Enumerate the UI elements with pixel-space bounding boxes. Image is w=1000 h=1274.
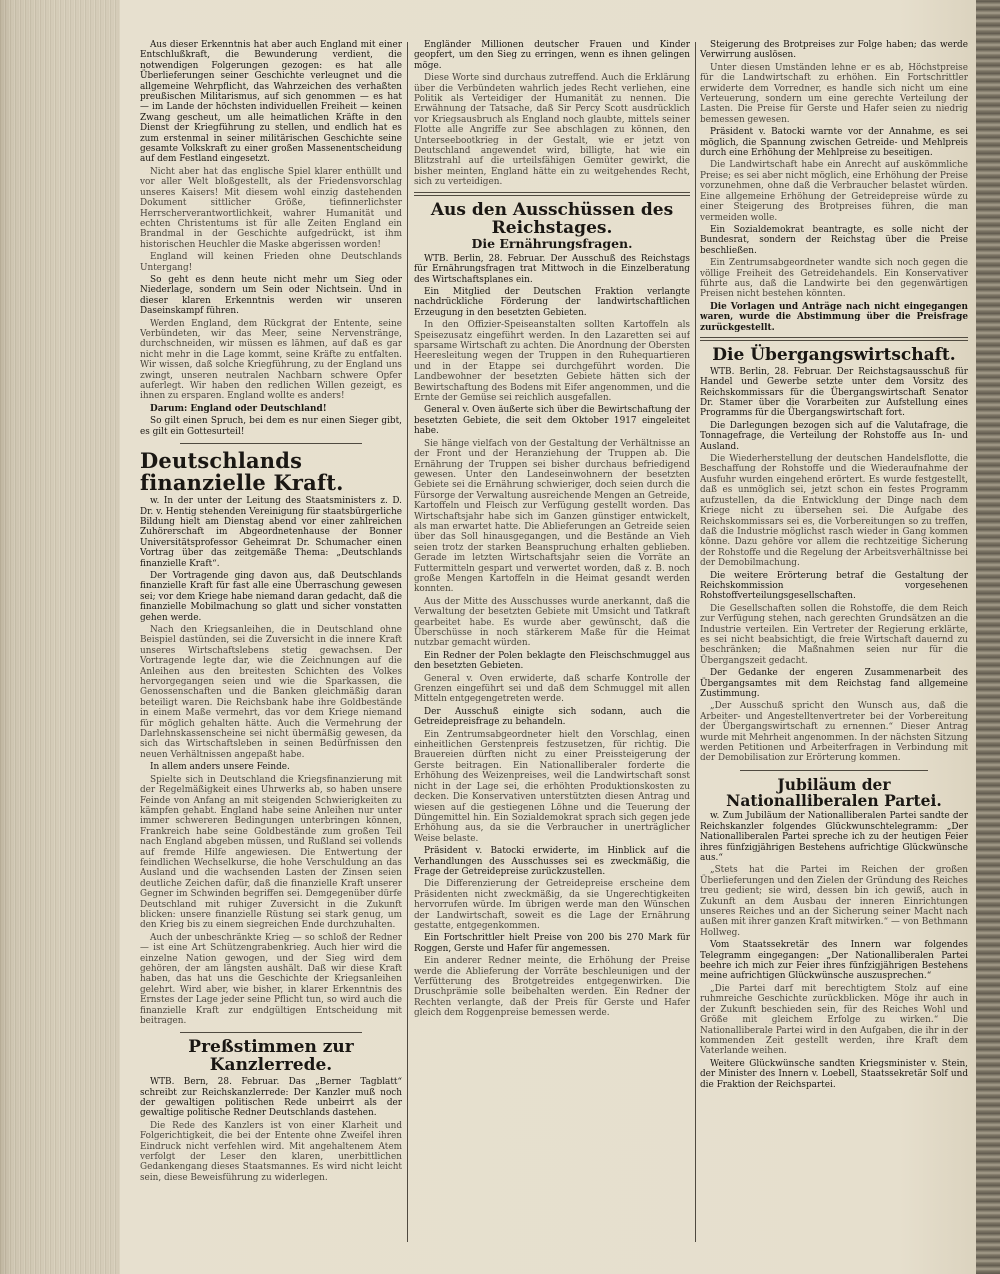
double-rule bbox=[414, 192, 690, 196]
article-title: Jubiläum der Nationalliberalen Partei. bbox=[726, 774, 942, 811]
paragraph: Ein Mitglied der Deutschen Fraktion verlangte nachdrückliche Förderung der landwirtschaftlichen Erzeugung in den besetzten Gebieten. bbox=[414, 287, 690, 318]
column-rule bbox=[695, 42, 696, 1242]
paragraph: Ein Zentrumsabgeordneter hielt den Vorschlag, einen einheitlichen Gerstenpreis festzusetzen, für richtig. Die Brauereien dürften nicht zu einer Preissteigerung der Gerste beitragen. Ein Nationalliberaler forderte die Erhöhung des Weizenpreises, weil die Landwirtschaft sonst nicht in der Lage sei, die erhöhten Produktionskosten zu decken. Die Konservativen unterstützten diesen Antrag und wiesen auf die gestiegenen Löhne und die Teuerung der Düngemittel hin. Ein Sozialdemokrat sprach sich gegen jede Erhöhung aus, da sie die Verbraucher in unerträglicher Weise belaste. bbox=[414, 729, 690, 844]
paragraph: In den Offizier-Speiseanstalten sollten Kartoffeln als Speisezusatz eingeführt werden. In den Lazaretten sei auf sparsame Wirtschaft zu achten. Die Anordnung der Obersten Heeresleitung wegen der Truppen in den Ruhequartieren und in der Etappe sei durchgeführt worden. Die Landbewohner der besetzten Gebiete hätten sich der Bewirtschaftung des Bodens mit Eifer angenommen, und die Ernte der Gemüse sei reichlich ausgefallen. bbox=[414, 320, 690, 404]
paragraph: Spielte sich in Deutschland die Kriegsfinanzierung mit der Regelmäßigkeit eines Uhrwerks ab, so haben unsere Feinde von Anfang an mit steigenden Schwierigkeiten zu kämpfen gehabt. England habe seine Anleihen nur unter immer schwereren Bedingungen unterbringen können, Frankreich habe seine Goldbestände zum großen Teil nach England abgeben müssen, und Rußland sei vollends auf fremde Hilfe angewiesen. Die Entwertung der feindlichen Wechselkurse, die hohe Verschuldung an das Ausland und die wachsenden Lasten der Zinsen seien deutliche Zeichen dafür, daß die finanzielle Kraft unserer Gegner im Schwinden begriffen sei. Demgegenüber dürfe Deutschland mit ruhiger Zuversicht in die Zukunft blicken: unsere finanzielle Rüstung sei stark genug, um den Krieg bis zu einem siegreichen Ende durchzuhalten. bbox=[140, 774, 402, 931]
paragraph: w. Zum Jubiläum der Nationalliberalen Partei sandte der Reichskanzler folgendes Glückwunschtelegramm: „Der Nationalliberalen Partei spreche ich zu der heutigen Feier ihres fünfzigjährigen Bestehens aufrichtige Glückwünsche aus.“ bbox=[700, 811, 968, 863]
paragraph: So gilt einen Spruch, bei dem es nur einen Sieger gibt, es gilt ein Gottesurteil! bbox=[140, 416, 402, 437]
paragraph: Die weitere Erörterung betraf die Gestaltung der Reichskommission vorgesehenen Rohstoffverteilungsgesellschaften. bbox=[700, 570, 968, 602]
paragraph: Präsident v. Batocki erwiderte, im Hinblick auf die Verhandlungen des Ausschusses sei es zweckmäßig, die Frage der Getreidepreise zurückzustellen. bbox=[414, 846, 690, 877]
book-gutter bbox=[0, 0, 120, 1274]
paragraph: Diese Worte sind durchaus zutreffend. Auch die Erklärung über die Verbündeten wahrlich jedes Recht verliehen, eine Politik als Verteidiger der Humanität zu nennen. Die Erwähnung der Tatsache, daß Sir Percy Scott ausdrücklich vor Kriegsausbruch als England noch glaubte, mittels seiner Flotte alle Angriffe zur See abschlagen zu können, den Unterseebootkrieg in der Gestalt, wie er jetzt von Deutschland angewendet wird, billigte, hat wie ein Blitzstrahl auf die urteilsfähigen Gemüter gewirkt, die bisher meinten, England hätte ein zu weitgehendes Recht, sich zu verteidigen. bbox=[414, 73, 690, 188]
paragraph: Ein Fortschrittler hielt Preise von 200 bis 270 Mark für Roggen, Gerste und Hafer für angemessen. bbox=[414, 933, 690, 954]
paragraph: Der Ausschuß einigte sich sodann, auch die Getreidepreisfrage zu behandeln. bbox=[414, 706, 690, 728]
paragraph: Die Gesellschaften sollen die Rohstoffe, die dem Reich zur Verfügung stehen, nach gerechten Grundsätzen an die Industrie verteilen. Ein Vertreter der Regierung erklärte, es sei nicht beabsichtigt, die freie Wirtschaft dauernd zu beschränken; die Maßnahmen seien nur für die Übergangszeit gedacht. bbox=[700, 603, 968, 666]
paragraph: Die Wiederherstellung der deutschen Handelsflotte, die Beschaffung der Rohstoffe und die Wiederaufnahme der Ausfuhr wurden eingehend erörtert. Es wurde festgestellt, daß es unmöglich sei, jetzt schon ein festes Programm aufzustellen, da die Entwicklung der Dinge nach dem Kriege nicht zu übersehen sei. Die Aufgabe des Reichskommissars sei es, die Vorbereitungen so zu treffen, daß die Industrie möglichst rasch wieder in Gang kommen könne. Dazu gehöre vor allem die rechtzeitige Sicherung der Rohstoffe und die Regelung der Arbeitsverhältnisse bei der Demobilmachung. bbox=[700, 454, 968, 569]
paragraph: Nicht aber hat das englische Spiel klarer enthüllt und vor aller Welt bloßgestellt, als der Friedensvorschlag unseres Kaisers! Mit diesem wohl einzig dastehenden Dokument sittlicher Größe, tiefinnerlichster Herrscherverantwortlichkeit, wahrer Humanität und echten Christentums ist für alle Zeiten England ein Brandmal in der Geschichte aufgedrückt, ist ihm historischen Heuchler die Maske abgerissen worden! bbox=[140, 166, 402, 250]
paragraph: Der Vortragende ging davon aus, daß Deutschlands finanzielle Kraft für fast alle eine Überraschung gewesen sei; vor dem Kriege habe niemand daran gedacht, daß die finanzielle Mobilmachung so glatt und sicher vonstatten gehen werde. bbox=[140, 570, 402, 623]
column-2 bbox=[414, 40, 690, 1258]
section-title: Aus den Ausschüssen des Reichstages. bbox=[430, 199, 674, 238]
paragraph: Sie hänge vielfach von der Gestaltung der Verhältnisse an der Front und der Heranziehung der Truppen ab. Die Ernährung der Truppen sei bisher durchaus befriedigend gewesen. Unter den Landeseinwohnern der besetzten Gebiete sei die Ernährung schwieriger, doch seien durch die Fürsorge der Verwaltung ausreichende Mengen an Getreide, Kartoffeln und Fleisch zur Verfügung gestellt worden. Das Wirtschaftsjahr habe sich im Ganzen günstiger entwickelt, als man erwartet hatte. Die Ablieferungen an Getreide seien über das Soll hinausgegangen, und die Bestände an Vieh seien trotz der starken Beanspruchung erhalten geblieben. Gerade im letzten Wirtschaftsjahr seien die Vorräte an Futtermitteln gespart und verwertet worden, daß z. B. noch große Mengen Kartoffeln in die Heimat gesandt werden konnten. bbox=[414, 438, 690, 595]
paragraph: England will keinen Frieden ohne Deutschlands Untergang! bbox=[140, 252, 402, 273]
paragraph: In allem anders unsere Feinde. bbox=[150, 762, 290, 773]
paragraph: Aus dieser Erkenntnis hat aber auch England mit einer Entschlußkraft, die Bewunderung verdient, die notwendigen Folgerungen gezogen: es hat alle Überlieferungen seiner Geschichte verleugnet und die allgemeine Wehrpflicht, das Wahrzeichen des verhaßten preußischen Militarismus, auf sich genommen — es hat — im Lande der höchsten individuellen Freiheit — keinen Zwang gescheut, um alle heimatlichen Kräfte in den Dienst der Kriegführung zu stellen, und endlich hat es zum erstenmal in seiner militärischen Geschichte seine gesamte Volkskraft zu einer großen Massenentscheidung auf dem Festland eingesetzt. bbox=[140, 40, 402, 165]
paragraph: So geht es denn heute nicht mehr um Sieg oder Niederlage, sondern um Sein oder Nichtsein. Und in dieser klaren Erkenntnis werden wir unseren Daseinskampf führen. bbox=[140, 274, 402, 317]
separator bbox=[740, 770, 928, 771]
section-title: Die Übergangswirtschaft. bbox=[712, 344, 956, 365]
article-title: Preßstimmen zur Kanzlerrede. bbox=[188, 1037, 354, 1076]
paragraph: Aus der Mitte des Ausschusses wurde anerkannt, daß die Verwaltung der besetzten Gebiete mit Umsicht und Tatkraft gearbeitet habe. Es wurde aber gewünscht, daß die Überschüsse in noch stärkerem Maße für die Heimat nutzbar gemacht würden. bbox=[414, 596, 690, 649]
paragraph: Die Landwirtschaft habe ein Anrecht auf auskömmliche Preise; es sei aber nicht möglich, eine Erhöhung der Preise vorzunehmen, ohne daß die Verbraucher belastet würden. Eine allgemeine Erhöhung der Getreidepreise würde zu einer Steigerung des Brotpreises führen, die man vermeiden wolle. bbox=[700, 160, 968, 223]
paragraph: Weitere Glückwünsche sandten Kriegsminister v. Stein, der Minister des Innern v. Loebell, Staatssekretär Solf und die Fraktion der Reichspartei. bbox=[700, 1058, 968, 1090]
column-1 bbox=[140, 40, 402, 1258]
separator bbox=[180, 443, 362, 444]
paragraph: „Stets hat die Partei im Reichen der großen Überlieferungen und den Zielen der Gründung des Reiches treu gedient; sie wird, dessen bin ich gewiß, auch in Zukunft an dem Ausbau der inneren Einrichtungen unseres Reiches und an der Sicherung seiner Macht nach außen mit ihrer ganzen Kraft mitwirken.“ — von Bethmann Hollweg. bbox=[700, 865, 968, 938]
paragraph: Unter diesen Umständen lehne er es ab, Höchstpreise für die Landwirtschaft zu erhöhen. Ein Fortschrittler erwiderte dem Vorredner, es handle sich nicht um eine Verteuerung, sondern um eine gerechte Verteilung der Lasten. Die Preise für Gerste und Hafer seien zu niedrig bemessen gewesen. bbox=[700, 62, 968, 125]
paragraph: Engländer Millionen deutscher Frauen und Kinder geopfert, um den Sieg zu erringen, wenn es ihnen gelingen möge. bbox=[414, 40, 690, 71]
paragraph: WTB. Bern, 28. Februar. Das „Berner Tagblatt“ schreibt zur Reichskanzlerrede: Der Kanzler muß noch der gewaltigen politischen Rede unbeirrt als der gewaltige politische Redner Deutschlands dastehen. bbox=[140, 1077, 402, 1119]
column-rule bbox=[407, 42, 408, 1242]
section-subtitle: Die Ernährungsfragen. bbox=[471, 236, 633, 252]
paragraph: „Der Ausschuß spricht den Wunsch aus, daß die Arbeiter- und Angestelltenvertreter bei der Vorbereitung der Übergangswirtschaft zu ernennen.“ Dieser Antrag wurde mit Mehrheit angenommen. In der nächsten Sitzung werden Petitionen und Arbeiterfragen in Verbindung mit der Demobilisation zur Erörterung kommen. bbox=[700, 701, 968, 764]
paragraph: Nach den Kriegsanleihen, die in Deutschland ohne Beispiel dastünden, sei die Zuversicht in die innere Kraft unseres Wirtschaftslebens stetig gewachsen. Der Vortragende legte dar, wie die Zeichnungen auf die Anleihen aus den breitesten Schichten des Volkes hervorgegangen seien und wie die Sparkassen, die Genossenschaften und die Banken gleichmäßig daran beteiligt waren. Die Reichsbank habe ihre Goldbestände in einem Maße vermehrt, das vor dem Kriege niemand für möglich gehalten hätte. Auch die Vermehrung der Darlehnskassenscheine sei nicht übermäßig gewesen, da sich das Wirtschaftsleben in seinen Bedürfnissen den neuen Verhältnissen angepaßt habe. bbox=[140, 625, 402, 760]
paragraph: Werden England, dem Rückgrat der Entente, seine Verbündeten, wir das Meer, seine Nervenstränge, durchschneiden, wir müssen es lähmen, auf daß es gar nicht mehr in die Lage kommt, seine Kräfte zu entfalten. Wir wissen, daß solche Kriegführung, zu der England uns zwingt, unseren neutralen Nachbarn schwere Opfer auferlegt. Wir haben den redlichen Willen gezeigt, es ihnen zu ersparen. England wollte es anders! bbox=[140, 318, 402, 402]
paragraph: Die Vorlagen und Anträge nach nicht eingegangen waren, wurde die Abstimmung über die Preisfrage zurückgestellt. bbox=[700, 301, 968, 333]
paragraph: Die Darlegungen bezogen sich auf die Valutafrage, die Tonnagefrage, die Verteilung der Rohstoffe aus In- und Ausland. bbox=[700, 420, 968, 452]
paragraph: w. In der unter der Leitung des Staatsministers z. D. Dr. v. Hentig stehenden Vereinigung für staatsbürgerliche Bildung hielt am Dienstag abend vor einer zahlreichen Zuhörerschaft im Abgeordnetenhause der Bonner Universitätsprofessor Geheimrat Dr. Schumacher einen Vortrag über das zeitgemäße Thema: „Deutschlands finanzielle Kraft“. bbox=[140, 496, 402, 569]
paragraph: WTB. Berlin, 28. Februar. Der Reichstagsausschuß für Handel und Gewerbe setzte unter dem Vorsitz des Reichskommissars für die Übergangswirtschaft Senator Dr. Stamer über die Vorarbeiten zur Aufstellung eines Programms für die Übergangswirtschaft fort. bbox=[700, 366, 968, 419]
article-title: Deutschlands finanzielle Kraft. bbox=[140, 448, 344, 496]
paragraph: Darum: England oder Deutschland! bbox=[150, 403, 327, 414]
paragraph: Vom Staatssekretär des Innern war folgendes Telegramm eingegangen: „Der Nationalliberalen Partei beehre ich mich zur Feier ihres fünfzigjährigen Bestehens meine aufrichtigen Glückwünsche auszusprechen.“ bbox=[700, 940, 968, 982]
paragraph: Auch der unbeschränkte Krieg — so schloß der Redner — ist eine Art Schützengrabenkrieg. Auch hier wird die einzelne Nation gewogen, und der Sieg wird dem gehören, der am längsten aushält. Daß wir diese Kraft haben, das hat uns die Geschichte der Kriegsanleihen gelehrt. Wird aber, wie bisher, in klarer Erkenntnis des Ernstes der Lage jeder seine Pflicht tun, so wird auch die finanzielle Kraft zur endgültigen Entscheidung mit beitragen. bbox=[140, 932, 402, 1027]
paragraph: „Die Partei darf mit berechtigtem Stolz auf eine ruhmreiche Geschichte zurückblicken. Möge ihr auch in der Zukunft beschieden sein, für des Reiches Wohl und Größe mit gleichem Erfolge zu wirken.“ Die Nationalliberale Partei wird in den Aufgaben, die ihr in der kommenden Zeit gestellt werden, ihre Kraft dem Vaterlande weihen. bbox=[700, 983, 968, 1057]
paragraph: General v. Oven erwiderte, daß scharfe Kontrolle der Grenzen eingeführt sei und daß dem Schmuggel mit allen Mitteln entgegengetreten werde. bbox=[414, 673, 690, 705]
paragraph: Der Gedanke der engeren Zusammenarbeit des Übergangsamtes mit dem Reichstag fand allgemeine Zustimmung. bbox=[700, 668, 968, 699]
paragraph: Ein Redner der Polen beklagte den Fleischschmuggel aus den besetzten Gebieten. bbox=[414, 650, 690, 672]
paragraph: Steigerung des Brotpreises zur Folge haben; das werde Verwirrung auslösen. bbox=[700, 40, 968, 61]
paragraph: Präsident v. Batocki warnte vor der Annahme, es sei möglich, die Spannung zwischen Getreide- und Mehlpreis durch eine Erhöhung der Mehlpreise zu beseitigen. bbox=[700, 127, 968, 159]
paragraph: General v. Oven äußerte sich über die Bewirtschaftung der besetzten Gebiete, die seit dem Oktober 1917 eingeleitet habe. bbox=[414, 405, 690, 437]
paragraph: Ein Sozialdemokrat beantragte, es solle nicht der Bundesrat, sondern der Reichstag über die Preise beschließen. bbox=[700, 224, 968, 256]
paragraph: Ein anderer Redner meinte, die Erhöhung der Preise werde die Ablieferung der Vorräte beschleunigen und der Verfütterung des Brotgetreides entgegenwirken. Die Druschprämie solle beibehalten werden. Ein Redner der Rechten verlangte, daß der Preis für Gerste und Hafer gleich dem Roggenpreise bemessen werde. bbox=[414, 956, 690, 1019]
paragraph: WTB. Berlin, 28. Februar. Der Ausschuß des Reichstags für Ernährungsfragen trat Mittwoch in die Einzelberatung des Wirtschaftsplanes ein. bbox=[414, 253, 690, 285]
paragraph: Ein Zentrumsabgeordneter wandte sich noch gegen die völlige Freiheit des Getreidehandels. Ein Konservativer führte aus, daß die Landwirte bei den gegenwärtigen Preisen nicht bestehen könnten. bbox=[700, 258, 968, 300]
paragraph: Die Rede des Kanzlers ist von einer Klarheit und Folgerichtigkeit, die bei der Entente ohne Zweifel ihren Eindruck nicht verfehlen wird. Mit angehaltenem Atem verfolgt der Leser den klaren, unerbittlichen Gedankengang dieses Staatsmannes. Es wird nicht leicht sein, diese Beweisführung zu widerlegen. bbox=[140, 1120, 402, 1183]
column-3 bbox=[700, 40, 968, 1258]
paragraph: Die Differenzierung der Getreidepreise erscheine dem Präsidenten nicht zweckmäßig, da sie Ungerechtigkeiten hervorrufen würde. Im übrigen werde man den Wünschen der Landwirtschaft, soweit es die Lage der Ernährung gestatte, entgegenkommen. bbox=[414, 879, 690, 931]
double-rule bbox=[700, 337, 968, 341]
separator bbox=[180, 1032, 362, 1033]
page-edge bbox=[976, 0, 1000, 1274]
